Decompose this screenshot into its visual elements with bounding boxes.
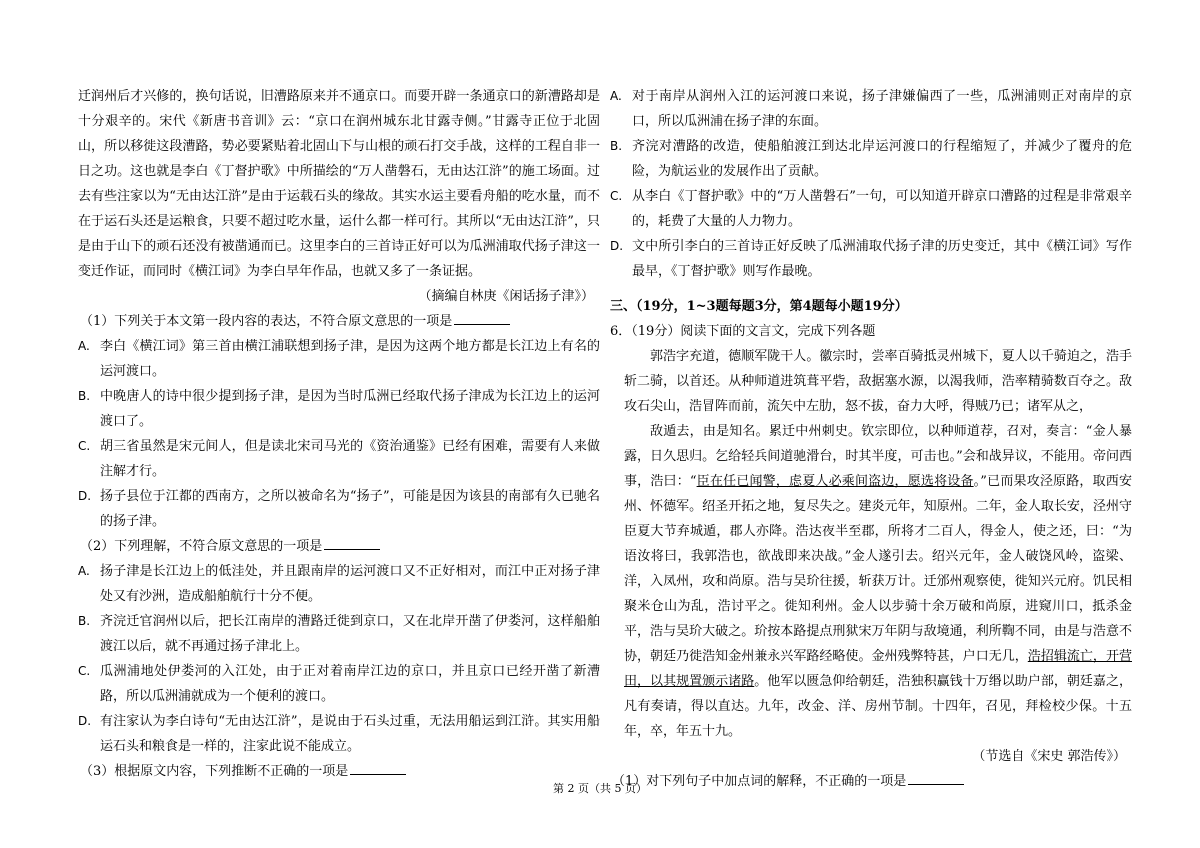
question-2-stem: （2）下列理解，不符合原文意思的一项是 [80, 539, 323, 554]
left-column [78, 84, 600, 784]
right-column [610, 84, 1132, 794]
question-3-options [610, 84, 1132, 284]
classical-source: （节选自《宋史 郭浩传》） [972, 749, 1126, 764]
option-d: D. 文中所引李白的三首诗正好反映了瓜洲浦取代扬子津的历史变迁，其中《横江词》写作最早，《丁督护歌》则写作最晚。 [610, 239, 1132, 279]
option-a: A. 扬子津是长江边上的低洼处，并且跟南岸的运河渡口又不正好相对，而江中正对扬子津处又有沙洲，造成船舶航行十分不便。 [78, 564, 600, 604]
answer-blank [324, 535, 380, 550]
classical-paragraph-2: 敌遁去，由是知名。累迁中州刺史。钦宗即位，以种师道荐，召对，奏言：“金人暴露，日久思归。乞给轻兵间道驰滑台，时其半度，可击也。”会和战异议，不能用。帝问西事，浩曰：“臣在任已闻警，虑夏人必乘间盗边，愿选将设备。”已而果攻泾原路，取西安州、怀德军。绍圣开拓之地，复尽失之。建炎元年，知原州。二年，金人取长安，泾州守臣夏大节弃城遁，郡人亦降。浩达夜半至郡，所将才二百人，得金人，使之还，曰：“为语汝将曰，我郭浩也，欲战即来决战。”金人遂引去。绍兴元年，金人破饶风岭，盗梁、洋，入凤州，攻和尚原。浩与吴玠往援，斩获万计。迁邠州观察使，徙知兴元府。饥民相聚米仓山为乱，浩讨平之。徙知利州。金人以步骑十余万破和尚原，进窥川口，抵杀金平，浩与吴玠大破之。玠按本路提点刑狱宋万年阴与敌境通，利所鞫不同，由是与浩意不协，朝廷乃徙浩知金州兼永兴军路经略使。金州残弊特甚，户口无几，浩招辑流亡，开营田，以其规置颁示诸路。他军以匮急仰给朝廷，浩独积赢钱十万缗以助户部，朝廷嘉之，凡有奏请，得以直达。九年，改金、洋、房州节制。十四年，召见，拜检校少保。十五年，卒，年五十九。 [624, 424, 1132, 739]
option-a: A. 李白《横江词》第三首由横江浦联想到扬子津，是因为这两个地方都是长江边上有名的运河渡口。 [78, 339, 600, 379]
question-2 [78, 534, 600, 759]
option-c: C. 胡三省虽然是宋元间人，但是读北宋司马光的《资治通鉴》已经有困难，需要有人来做注解才行。 [78, 439, 600, 479]
answer-blank [350, 760, 406, 775]
page-number: 第 2 页（共 5 页） [553, 782, 647, 795]
option-b: B. 齐浣迁官润州以后，把长江南岸的漕路迁徙到京口，又在北岸开凿了伊娄河，这样船舶渡江以后，就不再通过扬子津北上。 [78, 614, 600, 654]
option-b: B. 中晚唐人的诗中很少提到扬子津，是因为当时瓜洲已经取代扬子津成为长江边上的运河渡口了。 [78, 389, 600, 429]
option-a: A. 对于南岸从润州入江的运河渡口来说，扬子津嫌偏西了一些，瓜洲浦则正对南岸的京口，所以瓜洲浦在扬子津的东面。 [610, 89, 1132, 129]
question-6-1-stem: （1）对下列句子中加点词的解释，不正确的一项是 [612, 774, 907, 789]
question-1 [78, 309, 600, 534]
passage-text: 迁润州后才兴修的，换句话说，旧漕路原来并不通京口。而要开辟一条通京口的新漕路却是十分艰辛的。宋代《新唐书音训》云：“京口在润州城东北甘露寺侧。”甘露寺正位于北固山，所以移徙这段漕路，势必要紧贴着北固山下与山根的顽石打交手战，这样的工程自非一日之功。这也就是李白《丁督护歌》中所描绘的“万人凿磐石，无由达江浒”的施工场面。过去有些注家以为“无由达江浒”是由于运载石头的缘故。其实水运主要看舟船的吃水量，而不在于运石头还是运粮食，只要不超过吃水量，运什么都一样可行。其所以“无由达江浒”，只是由于山下的顽石还没有被凿通而已。这里李白的三首诗正好可以为瓜洲浦取代扬子津这一变迁作证，而同时《横江词》为李白早年作品，也就又多了一条证据。 [78, 89, 600, 279]
question-6-intro: 6．（19分）阅读下面的文言文，完成下列各题 [610, 324, 876, 339]
answer-blank [454, 310, 510, 325]
option-c: C. 瓜洲浦地处伊娄河的入江处，由于正对着南岸江边的京口，并且京口已经开凿了新漕路，所以瓜洲浦就成为一个便利的渡口。 [78, 664, 600, 704]
underlined-sentence-1: 臣在任已闻警，虑夏人必乘间盗边，愿选将设备 [696, 474, 974, 489]
question-1-stem: （1）下列关于本文第一段内容的表达，不符合原文意思的一项是 [80, 314, 453, 329]
option-c: C. 从李白《丁督护歌》中的“万人凿磐石”一句，可以知道开辟京口漕路的过程是非常艰辛的，耗费了大量的人力物力。 [610, 189, 1132, 229]
question-3-stem: （3）根据原文内容，下列推断不正确的一项是 [80, 764, 349, 779]
option-b: B. 齐浣对漕路的改造，使船舶渡江到达北岸运河渡口的行程缩短了，并减少了覆舟的危险，为航运业的发展作出了贡献。 [610, 139, 1132, 179]
classical-text [610, 344, 1132, 744]
passage-source: （摘编自林庚《闲话扬子津》） [418, 289, 594, 304]
section-title: 三、（19分，1~3题每题3分，第4题每小题19分） [610, 299, 908, 314]
option-d: D. 有注家认为李白诗句“无由达江浒”，是说由于石头过重，无法用船运到江浒。其实用船运石头和粮食是一样的，注家此说不能成立。 [78, 714, 600, 754]
classical-paragraph-1: 郭浩字充道，德顺军陇干人。徽宗时，尝率百骑抵灵州城下，夏人以千骑迫之，浩手斩二骑，以首还。从种师道进筑葺平砦，敌据塞水源，以渴我师，浩率精骑数百夺之。敌攻石尖山，浩冒阵而前，流矢中左肋，怒不拔，奋力大呼，得贼乃已；诸军从之， [624, 349, 1132, 414]
option-d: D. 扬子县位于江都的西南方，之所以被命名为“扬子”，可能是因为该县的南部有久已驰名的扬子津。 [78, 489, 600, 529]
underlined-sentence-2: 浩招辑流亡，开营田，以其规置颁示诸路 [624, 649, 1132, 689]
